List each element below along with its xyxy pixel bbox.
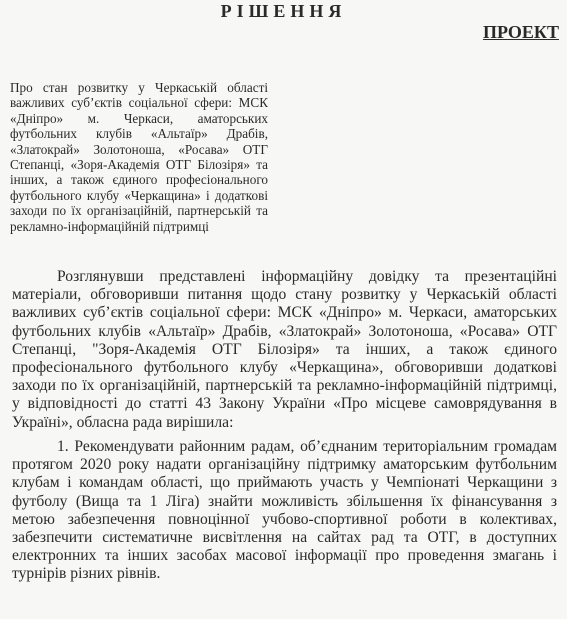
document-title: РІШЕННЯ — [220, 1, 347, 21]
draft-stamp: ПРОЕКТ — [483, 22, 559, 42]
clause-paragraph-1: 1. Рекомендувати районним радам, об’єднаним територіальним громадам протягом 2020 року надати організаційну підтримку аматорським футбольним клубам і командам області, що приймають участь у Чемпіонаті Черкащини з футболу (Вища та 1 Ліга) знайти можливість збільшення їх фінансування з метою забезпечення повноцінної учбово-спортивної роботи в колективах, забезпечити систематичне висвітлення на сайтах рад та ОТГ, в доступних електронних та інших засобах масової інформації про проведення змагань і турнірів різних рівнів. — [12, 438, 557, 583]
preamble-paragraph: Розглянувши представлені інформаційну довідку та презентаційні матеріали, обговоривши питання щодо стану розвитку у Черкаській області важливих суб’єктів соціальної сфери: МСК «Дніпро» м. Черкаси, аматорських футбольних клубів «Альтаїр» Драбів, «Златокрай» Золотоноша, «Росава» ОТГ Степанці, "Зоря-Академія ОТГ Білозіря» та інших, а також єдиного професіонального футбольного клубу «Черкащина», обговоривши додаткові заходи по їх організаційній, партнерській та рекламно-інформаційній підтримці, у відповідності до статті 43 Закону України «Про місцеве самоврядування в Україні», обласна рада вирішила: — [12, 268, 557, 431]
decision-subject: Про стан розвитку у Черкаській області важливих суб’єктів соціальної сфери: МСК «Дніпро» м. Черкаси, аматорських футбольних клубів «Альтаїр» Драбів, «Златокрай» Золотоноша, «Росава» ОТГ Степанці, «Зоря-Академія ОТГ Білозіря» та інших, а також єдиного професіонального футбольного клубу «Черкащина» і додаткові заходи по їх організаційній, партнерській та рекламно-інформаційній підтримці — [10, 80, 268, 234]
